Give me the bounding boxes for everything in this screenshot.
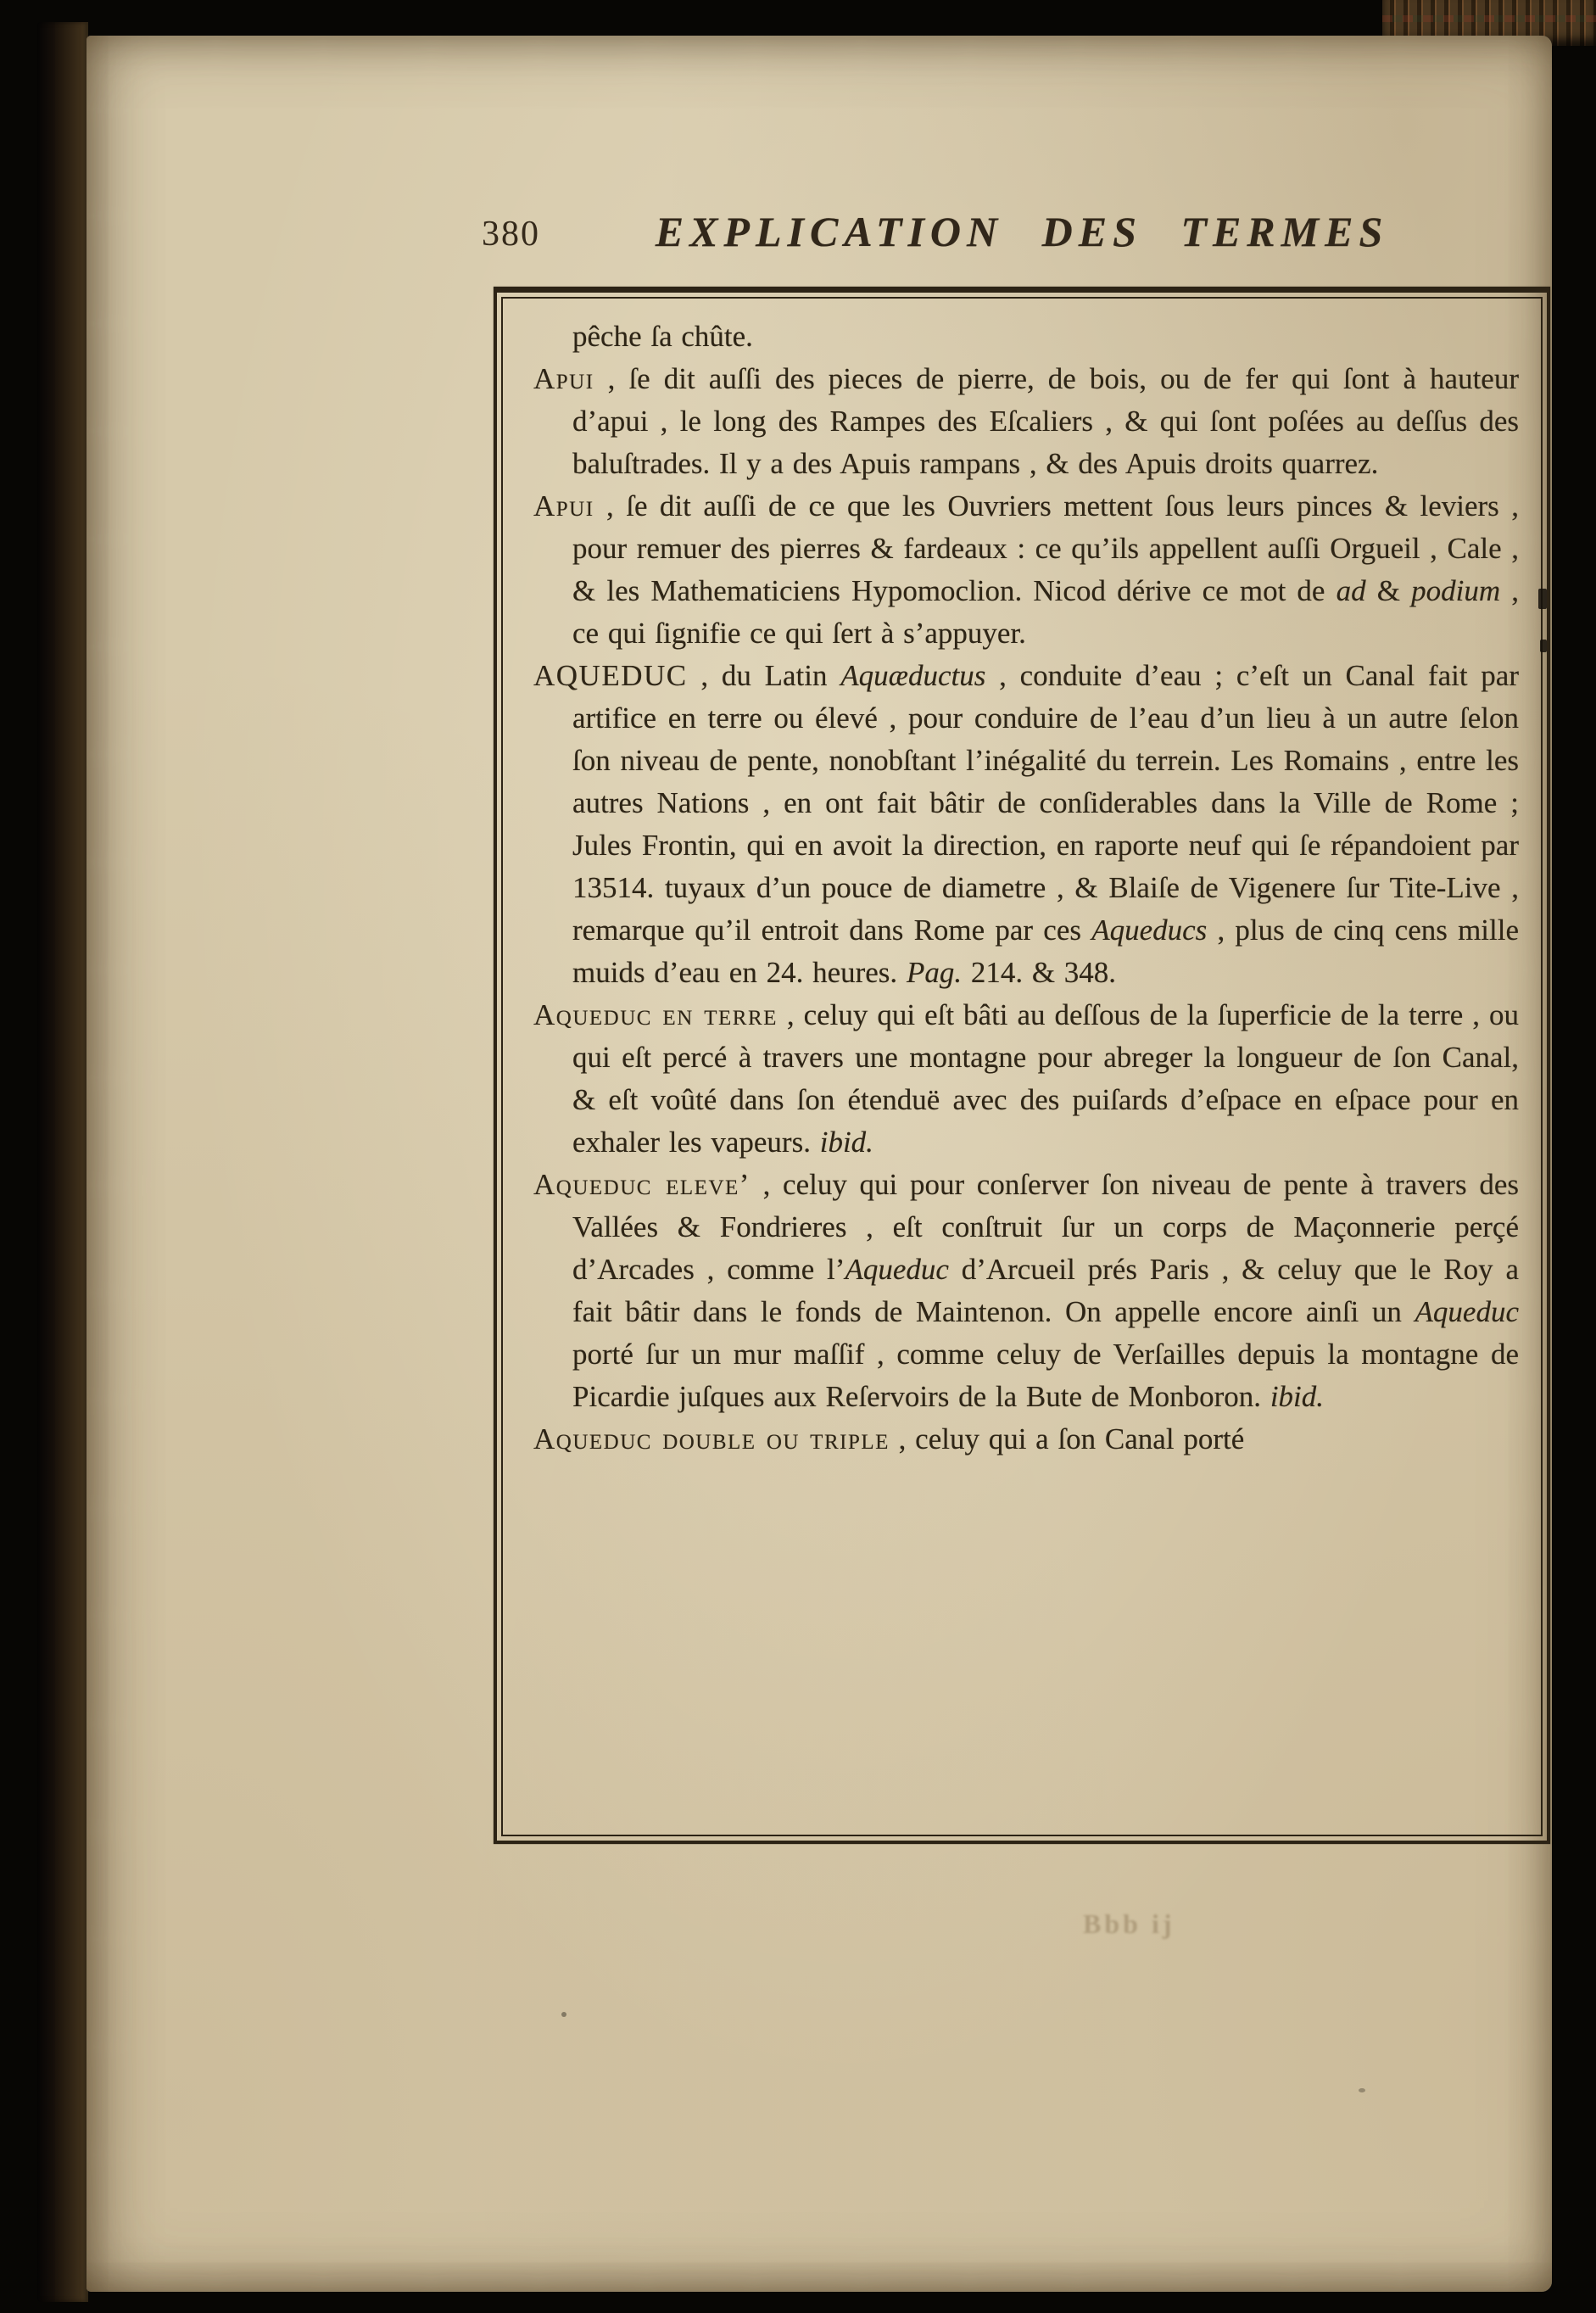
- entry-text: , plus de cinq cens mille muids d’eau en 24. heures.: [572, 913, 1520, 989]
- entry-paragraph: [533, 994, 1519, 1164]
- bleedthrough-signature-mark: Bbb ij: [1083, 1908, 1175, 1939]
- entry-text: , celuy qui eſt bâti au deſſous de la ſuperficie de la terre , ou qui eſt percé à travers une montagne pour abreger la longueur de ſon Canal, & eſt voûté dans ſon étenduë avec des puiſards d’eſpace en eſpace pour en exhaler les vapeurs.: [572, 998, 1519, 1159]
- page-number: 380: [482, 215, 540, 254]
- italic-term: Aqueduc: [1415, 1295, 1519, 1328]
- book-spine-edge: [37, 22, 88, 2302]
- italic-term: ad: [1336, 574, 1366, 607]
- italic-term: ibid.: [819, 1126, 873, 1159]
- entry-headword: Apui: [533, 489, 594, 522]
- italic-term: podium: [1411, 574, 1501, 607]
- paper-stain: [1359, 2088, 1365, 2092]
- entry-text: pêche ſa chûte.: [572, 320, 753, 353]
- text-frame-border: [494, 287, 1550, 1844]
- entry-text: , ce qui ſignifie ce qui ſert à s’appuyer.: [572, 574, 1519, 650]
- entry-headword: Apui: [533, 362, 594, 395]
- entry-text: , conduite d’eau ; c’eſt un Canal fait par artifice en terre ou élevé , pour conduire de l’eau d’un lieu à un autre ſelon ſon niveau de pente, nonobſtant l’inégalité du terrein. Les Romains , entre les autres Nations , en ont fait bâtir de conſiderables dans la Ville de Rome ; Jules Frontin, qui en avoit la direction, en raporte neuf qui ſe répandoient par 13514. tuyaux d’un pouce de diametre , & Blaiſe de Vigenere ſur Tite-Live , remarque qu’il entroit dans Rome par ces: [572, 659, 1519, 947]
- entry-paragraph: [533, 655, 1519, 994]
- paper-stain: [561, 2012, 566, 2017]
- entry-text: 214. & 348.: [962, 956, 1117, 989]
- entry-headword: Aqueduc double ou triple: [533, 1422, 890, 1455]
- entry-text: porté ſur un mur maſſif , comme celuy de Verſailles depuis la montagne de Picardie juſques aux Reſervoirs de la Bute de Monboron.: [572, 1338, 1519, 1413]
- italic-term: Pag.: [906, 956, 963, 989]
- entry-text: , celuy qui a ſon Canal porté: [889, 1422, 1245, 1455]
- entry-headword: Aqueduc eleve’: [533, 1168, 751, 1201]
- entry-headword: AQUEDUC: [533, 659, 688, 692]
- italic-term: Aqueduc: [845, 1253, 949, 1286]
- text-frame-inner-rule: [501, 297, 1543, 1836]
- entry-paragraph: [533, 1418, 1519, 1461]
- entry-paragraph: [533, 358, 1519, 485]
- binding-stitch-decoration: [1382, 15, 1596, 22]
- entry-text: , ſe dit auſſi de ce que les Ouvriers mettent ſous leurs pinces & leviers , pour remuer des pierres & fardeaux : ce qu’ils appellent auſſi Orgueil , Cale , & les Mathematiciens Hypomoclion. Nicod dérive ce mot de: [572, 489, 1519, 607]
- entry-paragraph: [533, 1164, 1519, 1418]
- book-page-paper: [86, 36, 1552, 2292]
- page-header: [482, 204, 1550, 260]
- italic-term: Aquæductus: [840, 659, 986, 692]
- running-header: EXPLICATION DES TERMES: [655, 208, 1389, 255]
- ink-mark: [1538, 589, 1547, 609]
- entry-text: , du Latin: [687, 659, 841, 692]
- italic-term: ibid.: [1270, 1380, 1325, 1413]
- entry-text: d’Arcueil prés Paris , & celuy que le Roy a fait bâtir dans le fonds de Maintenon. On appelle encore ainſi un: [572, 1253, 1519, 1328]
- definition-text: [533, 316, 1519, 1461]
- entry-paragraph: [533, 316, 1519, 358]
- entry-text: &: [1365, 574, 1412, 607]
- entry-text: , celuy qui pour conſerver ſon niveau de pente à travers des Vallées & Fondrieres , eſt conſtruit ſur un corps de Maçonnerie perçé d’Arcades , comme l’: [572, 1168, 1519, 1286]
- entry-text: , ſe dit auſſi des pieces de pierre, de bois, ou de fer qui ſont à hauteur d’apui , le long des Rampes des Eſcaliers , & qui ſont poſées au deſſus des baluſtrades. Il y a des Apuis rampans , & des Apuis droits quarrez.: [572, 362, 1519, 480]
- ink-mark: [1540, 640, 1547, 652]
- italic-term: Aqueducs: [1091, 913, 1208, 947]
- entry-headword: Aqueduc en terre: [533, 998, 778, 1031]
- entry-paragraph: [533, 485, 1519, 655]
